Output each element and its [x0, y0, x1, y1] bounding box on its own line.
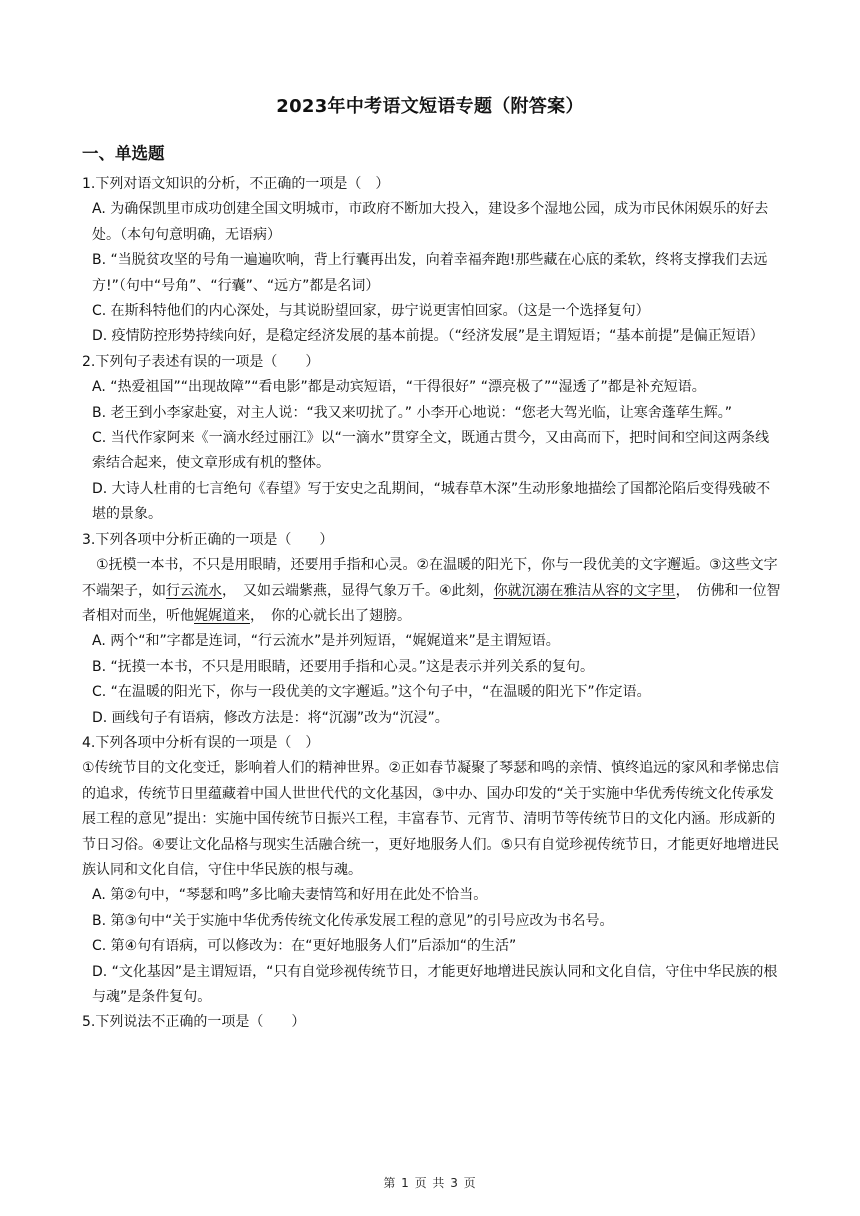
question-4: [82, 731, 782, 1010]
option-d[interactable]: D. 大诗人杜甫的七言绝句《春望》写于安史之乱期间，“城春草木深”生动形象地描绘了国都沦陷后变得残破不堪的景象。: [92, 480, 771, 523]
question-5: [82, 1010, 782, 1035]
passage-text: ①抚模一本书，不只是用眼睛，还要用手指和心灵。②在温暖的阳光下，你与一段优美的文字邂逅。③这些文字不端架子，如: [82, 557, 778, 599]
underlined-phrase: 娓娓道来: [194, 607, 250, 624]
option-b[interactable]: B. “抚摸一本书，不只是用眼睛，还要用手指和心灵。”这是表示并列关系的复句。: [92, 658, 595, 675]
page-footer: 第 1 页 共 3 页: [383, 1176, 477, 1190]
option-d[interactable]: D. 疫情防控形势持续向好，是稳定经济发展的基本前提。（“经济发展”是主谓短语；“基本前提”是偏正短语）: [92, 328, 764, 345]
option-c[interactable]: C. 在斯科特他们的内心深处，与其说盼望回家，毋宁说更害怕回家。（这是一个选择复句）: [92, 303, 650, 320]
question-3: [82, 528, 782, 731]
passage-text: ， 仿佛和一位智者相对而坐，听他: [82, 582, 781, 624]
option-b[interactable]: B. 第③句中“关于实施中华优秀传统文化传承发展工程的意见”的引号应改为书名号。: [92, 912, 614, 929]
question-stem: 5.下列说法不正确的一项是（ ）: [82, 1014, 306, 1031]
option-c[interactable]: C. 第④句有语病，可以修改为：在“更好地服务人们”后添加“的生活”: [92, 938, 517, 955]
question-stem: 2.下列句子表述有误的一项是（ ）: [82, 353, 320, 370]
passage-text: ， 你的心就长出了翅膀。: [250, 607, 411, 624]
underlined-phrase: 行云流水: [166, 582, 222, 599]
option-d[interactable]: D. “文化基因”是主谓短语，“只有自觉珍视传统节日，才能更好地增进民族认同和文化自信，守住中华民族的根与魂”是条件复句。: [92, 963, 778, 1005]
option-b[interactable]: B. 老王到小李家赴宴，对主人说：“我又来叨扰了。” 小李开心地说：“您老大驾光临，让寒舍蓬荜生辉。”: [92, 404, 732, 421]
underlined-sentence: 你就沉溺在雅洁从容的文字里: [493, 582, 676, 599]
question-stem: 3.下列各项中分析正确的一项是（ ）: [82, 531, 334, 548]
section-heading: 一、单选题: [82, 144, 165, 163]
option-c[interactable]: C. 当代作家阿来《一滴水经过丽江》以“一滴水”贯穿全文，既通古贯今，又由高而下，把时间和空间这两条线索结合起来，使文章形成有机的整体。: [92, 430, 770, 472]
question-2: [82, 350, 782, 528]
option-b[interactable]: B. “当脱贫攻坚的号角一遍遍吹响，背上行囊再出发，向着幸福奔跑!那些藏在心底的柔软，终将支撑我们去远方!”（句中“号角”、“行囊”、“远方”都是名词）: [92, 252, 768, 294]
option-a[interactable]: A. 第②句中，“琴瑟和鸣”多比喻夫妻情笃和好用在此处不恰当。: [92, 887, 488, 904]
question-stem: 1.下列对语文知识的分析，不正确的一项是（ ）: [82, 176, 390, 192]
option-a[interactable]: A. 为确保凯里市成功创建全国文明城市，市政府不断加大投入，建设多个湿地公园，成为市民休闲娱乐的好去处。（本句句意明确，无语病）: [92, 201, 769, 243]
passage: [82, 553, 782, 629]
question-stem: 4.下列各项中分析有误的一项是（ ）: [82, 734, 320, 751]
question-1: [82, 172, 782, 350]
option-d[interactable]: D. 画线句子有语病，修改方法是：将“沉溺”改为“沉浸”。: [92, 709, 449, 726]
option-a[interactable]: A. 两个“和”字都是连词，“行云流水”是并列短语，“娓娓道来”是主谓短语。: [92, 633, 560, 650]
question-list: [82, 172, 782, 1036]
option-c[interactable]: C. “在温暖的阳光下，你与一段优美的文字邂逅。”这个句子中，“在温暖的阳光下”作定语。: [92, 684, 651, 701]
option-a[interactable]: A. “热爱祖国”“出现故障”“看电影”都是动宾短语，“干得很好” “漂亮极了”“湿透了”都是补充短语。: [92, 379, 706, 396]
passage-text: ， 又如云端紫燕，显得气象万千。④此刻，: [222, 582, 494, 599]
document-title: 2023年中考语文短语专题（附答案）: [276, 96, 584, 117]
passage: ①传统节目的文化变迁，影响着人们的精神世界。②正如春节凝聚了琴瑟和鸣的亲情、慎终追远的家风和孝悌忠信的追求，传统节日里蕴藏着中国人世世代代的文化基因，③中办、国办印发的“关于实施中华优秀传统文化传承发展工程的意见”提出：实施中国传统节日振兴工程，丰富春节、元宵节、清明节等传统节日的文化内涵。形成新的节日习俗。④要让文化品格与现实生活融合统一，更好地服务人们。⑤只有自觉珍视传统节日，才能更好地增进民族认同和文化自信，守住中华民族的根与魂。: [82, 760, 780, 878]
